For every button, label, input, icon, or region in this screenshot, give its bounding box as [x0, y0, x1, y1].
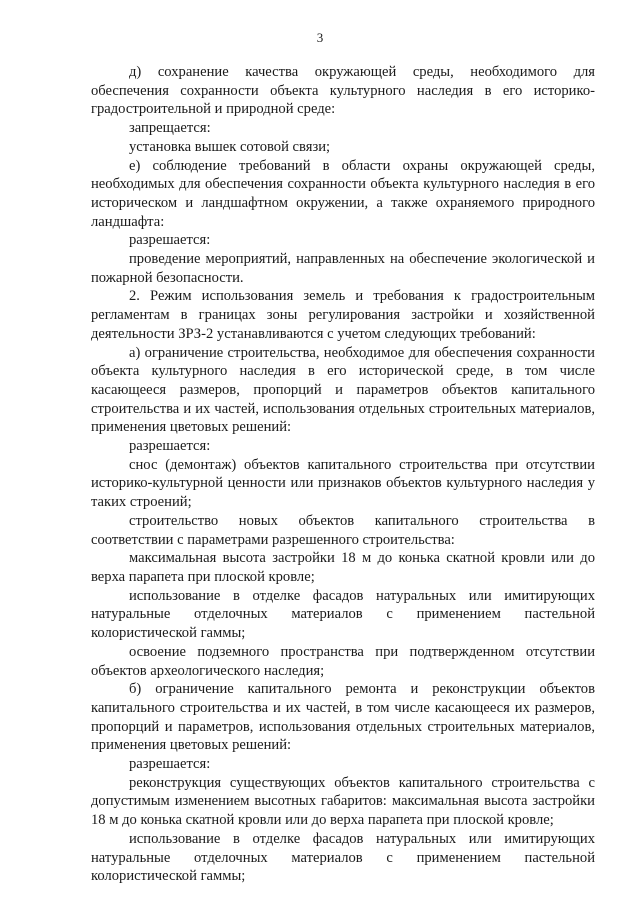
- paragraph-a-construction-limits: а) ограничение строительства, необходимое для обеспечения сохранности объекта культурного наследия в его исторической среде, в том числе касающееся размеров, пропорций и параметров объектов капитального строительства и их частей, использования отдельных строительных материалов, применения цветовых решений:: [91, 344, 595, 436]
- paragraph-underground-space: освоение подземного пространства при подтвержденном отсутствии объектов археологического наследия;: [91, 643, 595, 679]
- paragraph-zone-zrz2-regime: 2. Режим использования земель и требования к градостроительным регламентам в границах зоны регулирования застройки и хозяйственной деятельности ЗРЗ-2 устанавливаются с учетом следующих требований:: [91, 288, 595, 342]
- paragraph-b-repair-limits: б) ограничение капитального ремонта и реконструкции объектов капитального строительства и их частей, в том числе касающееся их размеров, пропорций и параметров, использования отдельных строительных материалов, применения цветовых решений:: [91, 681, 595, 754]
- paragraph-safety-measures: проведение мероприятий, направленных на обеспечение экологической и пожарной безопасности.: [91, 251, 595, 286]
- paragraph-max-height: максимальная высота застройки 18 м до конька скатной кровли или до верха парапета при плоской кровле;: [91, 550, 595, 585]
- paragraph-reconstruction: реконструкция существующих объектов капитального строительства с допустимым изменением высотных габаритов: максимальная высота застройки 18 м до конька скатной кровли или до верха парапета при плоской кровле;: [91, 774, 595, 829]
- paragraph-allowed-label: разрешается:: [129, 232, 211, 249]
- paragraph-d-environment: д) сохранение качества окружающей среды, необходимого для обеспечения сохранности объекта культурного наследия в его историко-градостроительной и природной среде:: [91, 64, 595, 118]
- paragraph-demolition: снос (демонтаж) объектов капитального строительства при отсутствии историко-культурной ценности или признаков объектов культурного наследия у таких строений;: [91, 456, 595, 511]
- document-body: [91, 63, 595, 886]
- paragraph-allowed-label: разрешается:: [129, 438, 211, 455]
- paragraph-cell-towers: установка вышек сотовой связи;: [129, 138, 331, 155]
- paragraph-e-environment-requirements: е) соблюдение требований в области охраны окружающей среды, необходимых для обеспечения сохранности объекта культурного наследия в его историческом и ландшафтном окружении, а также охраняемого природного ландшафта:: [91, 157, 595, 230]
- paragraph-facade-materials: использование в отделке фасадов натуральных или имитирующих натуральные отделочных материалов с применением пастельной колористической гаммы;: [91, 587, 595, 642]
- paragraph-prohibited-label: запрещается:: [129, 120, 211, 137]
- paragraph-facade-materials: использование в отделке фасадов натуральных или имитирующих натуральные отделочных материалов с применением пастельной колористической гаммы;: [91, 830, 595, 885]
- page-number: 3: [316, 30, 324, 45]
- paragraph-new-construction: строительство новых объектов капитального строительства в соответствии с параметрами разрешенного строительства:: [91, 512, 595, 548]
- paragraph-allowed-label: разрешается:: [129, 756, 211, 773]
